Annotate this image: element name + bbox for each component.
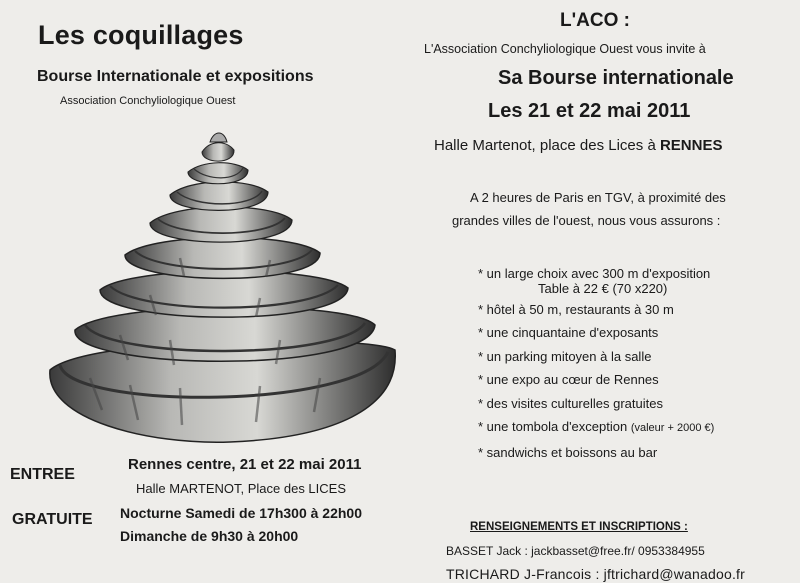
list-item: * des visites culturelles gratuites bbox=[478, 395, 663, 411]
shell-image bbox=[30, 120, 405, 450]
association-name: Association Conchyliologique Ouest bbox=[60, 95, 236, 107]
venue-left: Halle MARTENOT, Place des LICES bbox=[136, 481, 346, 496]
saturday-hours: Nocturne Samedi de 17h300 à 22h00 bbox=[120, 505, 362, 521]
list-item: Table à 22 € (70 x220) bbox=[538, 280, 668, 296]
list-item-text: * une tombola d'exception bbox=[478, 419, 628, 434]
list-item-note: (valeur + 2000 €) bbox=[630, 422, 715, 434]
flyer-subtitle: Bourse Internationale et expositions bbox=[37, 68, 314, 85]
event-dates: Les 21 et 22 mai 2011 bbox=[488, 100, 691, 122]
bourse-heading: Sa Bourse internationale bbox=[498, 67, 734, 89]
benefits-list bbox=[478, 262, 714, 464]
venue-right-text: Halle Martenot, place des Lices à bbox=[434, 137, 660, 154]
list-item bbox=[478, 415, 714, 441]
venue-city: RENNES bbox=[659, 137, 723, 154]
list-item: * une expo au cœur de Rennes bbox=[478, 372, 659, 387]
list-item: * sandwichs et boissons au bar bbox=[478, 444, 658, 460]
intro-line-1: A 2 heures de Paris en TGV, à proximité des bbox=[470, 190, 726, 205]
contact-heading: RENSEIGNEMENTS ET INSCRIPTIONS : bbox=[470, 521, 688, 533]
contact-basset: BASSET Jack : jackbasset@free.fr/ 0953384955 bbox=[446, 544, 705, 558]
sunday-hours: Dimanche de 9h30 à 20h00 bbox=[120, 528, 299, 544]
list-item: * une cinquantaine d'exposants bbox=[478, 325, 659, 340]
gratuite-label: GRATUITE bbox=[12, 511, 93, 528]
aco-heading: L'ACO : bbox=[560, 10, 630, 31]
intro-line-2: grandes villes de l'ouest, nous vous assurons : bbox=[452, 213, 721, 228]
shell-illustration bbox=[30, 120, 405, 450]
contact-trichard: TRICHARD J-Francois : jftrichard@wanadoo.fr bbox=[446, 566, 745, 582]
list-item: * un large choix avec 300 m d'exposition bbox=[478, 266, 711, 281]
list-item: * hôtel à 50 m, restaurants à 30 m bbox=[478, 301, 674, 317]
entree-label: ENTREE bbox=[10, 466, 75, 483]
event-location-date: Rennes centre, 21 et 22 mai 2011 bbox=[128, 456, 362, 473]
list-item: * un parking mitoyen à la salle bbox=[478, 348, 652, 364]
venue-right bbox=[434, 137, 722, 154]
flyer-title: Les coquillages bbox=[38, 20, 244, 50]
invite-line: L'Association Conchyliologique Ouest vous invite à bbox=[424, 42, 706, 56]
